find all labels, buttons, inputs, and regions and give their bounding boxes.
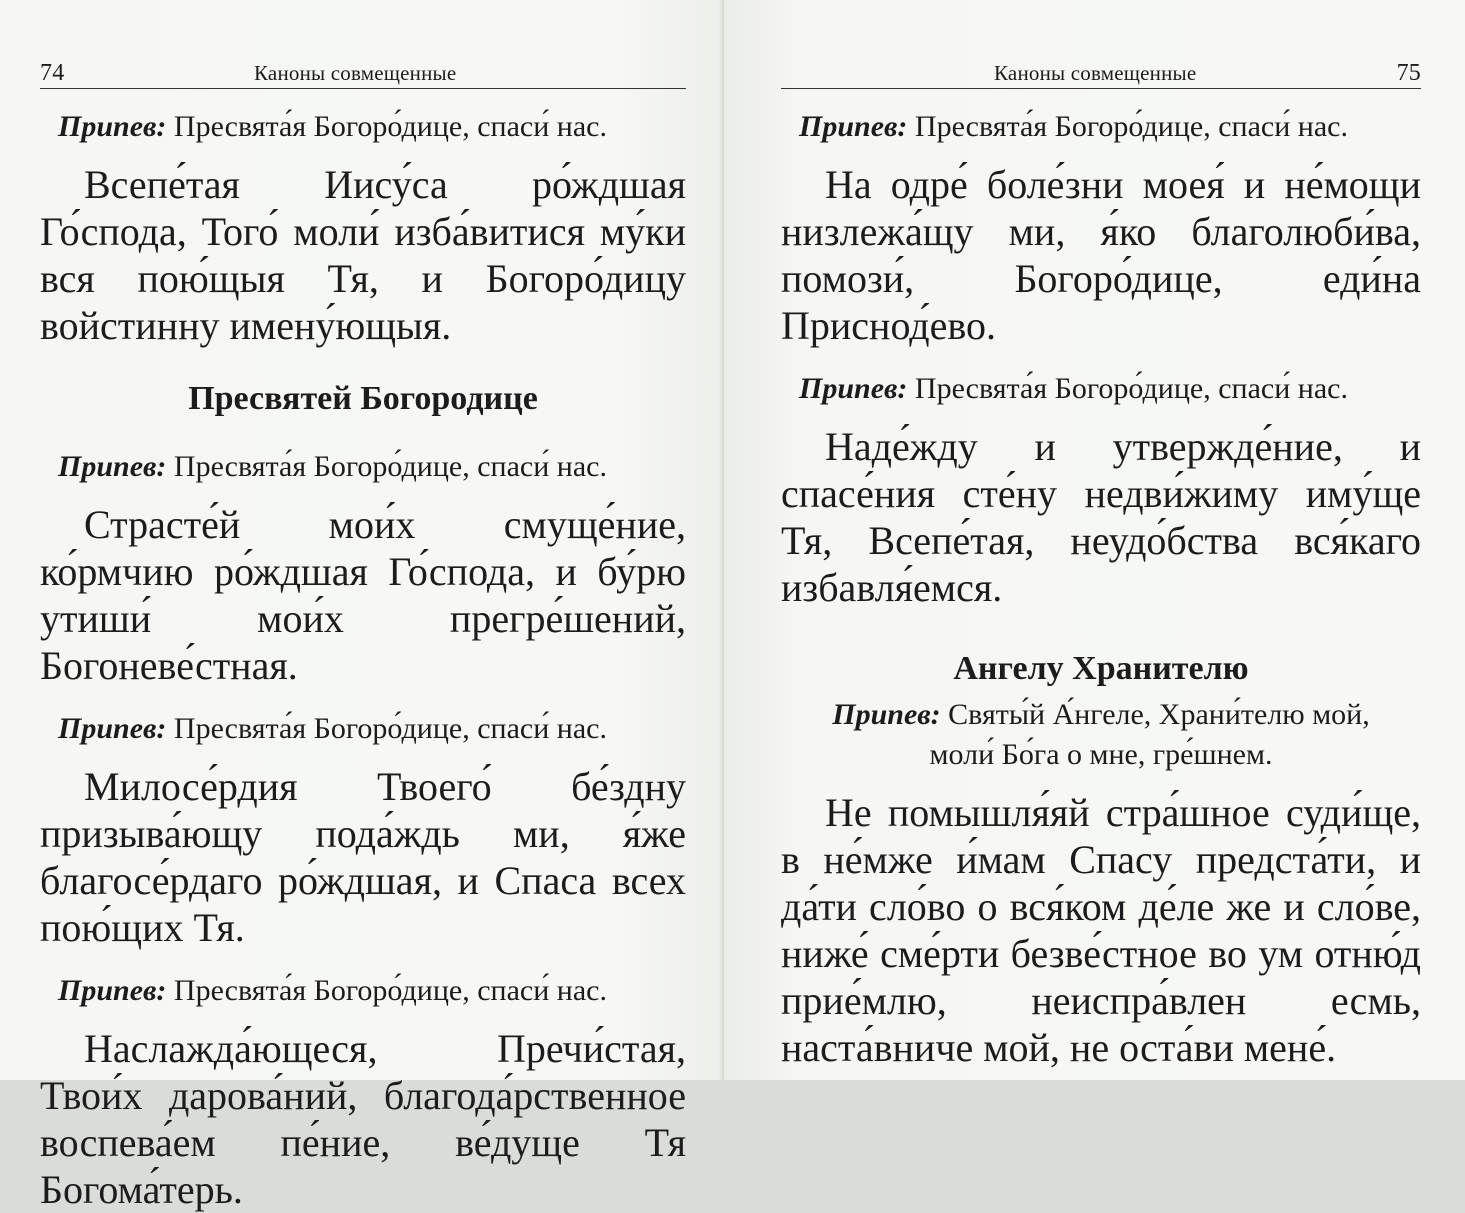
left-page: [0, 0, 724, 1212]
right-page: [724, 0, 1465, 1080]
refrain: [781, 107, 1421, 147]
refrain-text: Пресвята́я Богоро́дице, спаси́ нас.: [173, 450, 607, 483]
left-page-number: 74: [40, 60, 65, 86]
refrain: [40, 447, 686, 487]
right-page-number: 75: [1396, 60, 1421, 86]
refrain-label: Припев:: [832, 698, 941, 731]
refrain-label: Припев:: [58, 712, 167, 745]
left-running-title: Каноны совмещенные: [254, 61, 457, 85]
verse-paragraph: На одре́ боле́зни моея́ и не́мощи низлежа́щу ми, я́ко благолюби́ва, помози́, Богоро́дице, еди́на Приснод́ево.: [781, 162, 1421, 348]
right-running-title: Каноны совмещенные: [994, 61, 1197, 85]
refrain-text: Пресвята́я Богоро́дице, спаси́ нас.: [914, 372, 1348, 405]
right-running-head: [781, 58, 1421, 89]
refrain: [40, 709, 686, 749]
refrain-text: Пресвята́я Богоро́дице, спаси́ нас.: [173, 712, 607, 745]
refrain-label: Припев:: [58, 110, 167, 143]
angel-refrain-line-1: Святы́й А́нгеле, Храни́телю мой,: [948, 698, 1370, 731]
left-page-content: [40, 107, 686, 1213]
left-running-head: [40, 58, 686, 89]
refrain: [40, 971, 686, 1011]
verse-paragraph: Не помышля́яй стра́шное суди́ще, в не́мже и́мам Спасу предста́ти, и да́ти сло́во о вся́ком де́ле же и сло́ве, ниже́ сме́рти безве́стное во ум отню́д прие́млю, неиспра́влен есмь, наста́вниче мой, не оста́ви мене́.: [781, 790, 1421, 1070]
refrain: [40, 107, 686, 147]
refrain-text: Пресвята́я Богоро́дице, спаси́ нас.: [173, 974, 607, 1007]
refrain-label: Припев:: [58, 450, 167, 483]
refrain-label: Припев:: [58, 974, 167, 1007]
refrain-label: Припев:: [799, 372, 908, 405]
verse-paragraph: Страсте́й мои́х смуще́ние, ко́рмчию ро́ждшая Го́спода, и бу́рю утиши́ мои́х прегре́шений, Богоневе́стная.: [40, 502, 686, 688]
section-heading: Пресвятей Богородице: [188, 380, 538, 417]
verse-paragraph: Милосе́рдия Твоего́ бе́здну призыва́ющу пода́ждь ми, я́же благосе́рдаго ро́ждшая, и Спаса всех пою́щих Тя.: [40, 764, 686, 950]
refrain-label: Припев:: [799, 110, 908, 143]
refrain-text: Пресвята́я Богоро́дице, спаси́ нас.: [173, 110, 607, 143]
verse-paragraph: Наслажда́ющеся, Пречи́стая, Твои́х дарова́ний, благода́рственное воспева́ем пе́ние, ве́дуще Тя Богома́терь.: [40, 1026, 686, 1212]
angel-refrain: [781, 695, 1421, 775]
section-heading: Ангелу Хранителю: [953, 650, 1249, 687]
angel-refrain-line-2: моли́ Бо́га о мне, гре́шнем.: [929, 738, 1273, 771]
right-page-content: [781, 107, 1421, 1071]
verse-paragraph: Наде́жду и утвержде́ние, и спасе́ния сте́ну недви́жиму иму́ще Тя, Всепе́тая, неудо́бства вся́каго избавля́емся.: [781, 424, 1421, 610]
refrain: [781, 369, 1421, 409]
refrain-text: Пресвята́я Богоро́дице, спаси́ нас.: [914, 110, 1348, 143]
verse-paragraph: Всепе́тая Иису́са ро́ждшая Го́спода, Того́ моли́ изба́витися му́ки вся пою́щыя Тя, и Богоро́дицу войстинну имену́ющыя.: [40, 162, 686, 348]
